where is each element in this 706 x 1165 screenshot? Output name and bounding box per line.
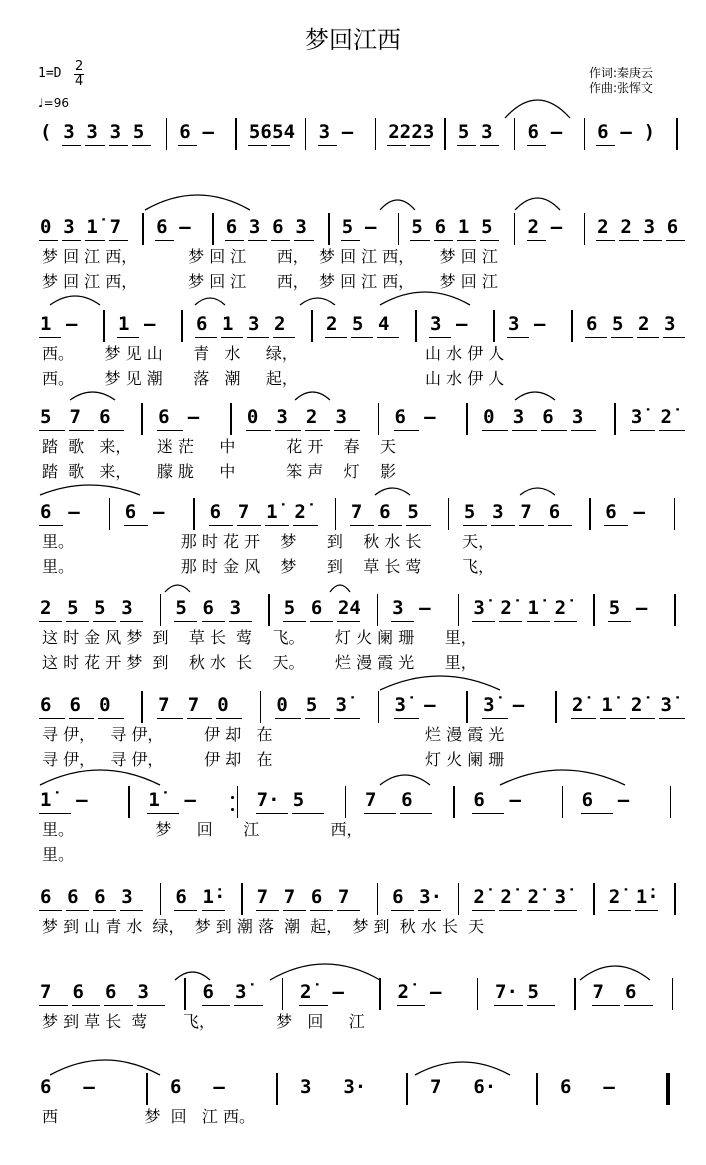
dash: –: [512, 694, 525, 716]
note: 1̇: [40, 789, 52, 811]
note: 7: [520, 501, 532, 523]
lyric-line-1: 这 时 金 风 梦 到 草 长 莺 飞。 灯 火 阑 珊 里，: [42, 628, 477, 647]
note: 6: [548, 501, 561, 523]
dash: –: [534, 313, 546, 335]
slur: [520, 488, 555, 495]
note: 5: [175, 597, 187, 619]
dash: –: [202, 121, 214, 143]
note: 6: [527, 121, 539, 143]
lyric-line-1: 踏 歌 来， 迷 茫 中 花 开 春 天: [42, 437, 397, 456]
note: 7: [69, 406, 81, 428]
note: 2̇: [554, 597, 567, 619]
note: 2̇: [397, 981, 409, 1003]
note: 2̇: [294, 501, 306, 523]
note: 1: [40, 313, 52, 335]
note: 5: [283, 597, 296, 619]
note: 7·: [495, 981, 518, 1003]
note: 6: [105, 981, 117, 1003]
note: 6·: [473, 1076, 497, 1098]
note: 3: [643, 216, 656, 238]
dash: –: [430, 981, 442, 1003]
slur: [270, 964, 380, 980]
note: 3̇: [660, 694, 672, 716]
note: 6: [196, 313, 208, 335]
note: 6: [666, 216, 679, 238]
note: 2: [620, 216, 632, 238]
note: 3̇: [554, 886, 567, 908]
key-signature: 1=D: [38, 66, 62, 81]
slur: [380, 775, 430, 785]
note: 5: [352, 313, 364, 335]
note: 6: [99, 406, 111, 428]
note: 6: [560, 1076, 572, 1098]
note: 6: [473, 789, 485, 811]
dash: –: [620, 121, 632, 143]
note: 6: [581, 789, 594, 811]
note: 6: [586, 313, 598, 335]
note: 6: [67, 886, 79, 908]
slur: [580, 966, 650, 980]
lyric-line-2: 梦 回 江 西， 梦 回 江 西， 梦 回 江 西， 梦 回 江: [42, 272, 498, 291]
note: 1̇: [148, 789, 160, 811]
dash: –: [365, 216, 377, 238]
note: 6: [40, 694, 52, 716]
lyric-line-1: 梦 到 山 青 水 绿， 梦 到 潮 落 潮 起， 梦 到 秋 水 长 天: [42, 917, 485, 936]
note: 5: [67, 597, 79, 619]
note: 6: [170, 1076, 182, 1098]
note: 5: [608, 597, 621, 619]
slur: [375, 488, 410, 495]
lyric-line-2: 里。: [42, 845, 75, 864]
note: 3: [430, 313, 442, 335]
dash: –: [550, 216, 563, 238]
note: 6: [156, 216, 168, 238]
note: 6: [310, 886, 323, 908]
note: 3: [63, 121, 75, 143]
time-denominator: 4: [75, 74, 84, 89]
note: 5: [407, 501, 419, 523]
note: 0: [99, 694, 111, 716]
note: 4: [378, 313, 390, 335]
lyric-line-1: 里。 那 时 花 开 梦 到 秋 水 长 天，: [42, 532, 495, 551]
note: 6: [225, 216, 238, 238]
note: 7: [256, 886, 269, 908]
slur: [295, 392, 330, 400]
note: 6: [401, 789, 413, 811]
note: 2: [527, 216, 539, 238]
lyric-line-2: 里。 那 时 金 风 梦 到 草 长 莺 飞，: [42, 557, 495, 576]
lyric-line-2: 西。 梦 见 潮 落 潮 起， 山 水 伊 人: [42, 369, 505, 388]
note: 2: [326, 313, 338, 335]
note: 6: [40, 1076, 52, 1098]
note: 3: [335, 406, 347, 428]
lyricist: 作词:秦庚云: [589, 66, 654, 80]
note: 1: [457, 216, 470, 238]
note: 0: [246, 406, 259, 428]
dash: –: [424, 406, 436, 428]
note: 2: [305, 406, 318, 428]
note: 6: [542, 406, 554, 428]
note: 5: [411, 216, 423, 238]
note: 5: [612, 313, 624, 335]
note: 3̇: [235, 981, 247, 1003]
note: 3: [512, 406, 525, 428]
lyric-line-1: 西 梦 回 江 西。: [42, 1107, 255, 1126]
note: 1̇·: [635, 886, 659, 908]
note: 1̇: [527, 597, 539, 619]
lyric-line-1: 寻 伊， 寻 伊， 伊 却 在 烂 漫 霞 光: [42, 725, 505, 744]
note: 6: [40, 501, 52, 523]
dash: –: [419, 597, 431, 619]
dash: –: [603, 1076, 615, 1098]
slur: [415, 1062, 510, 1075]
note: 1̇·: [202, 886, 226, 908]
note: 6: [394, 406, 406, 428]
note: 6: [272, 216, 284, 238]
note: 1̇: [86, 216, 98, 238]
note: 5: [292, 789, 305, 811]
note: 3: [248, 216, 261, 238]
note: 3: [664, 313, 676, 335]
note: 5: [40, 406, 52, 428]
slur: [505, 100, 570, 118]
dash: –: [68, 501, 80, 523]
note: 2̇: [527, 886, 539, 908]
note: 6: [69, 694, 81, 716]
note: 6: [40, 886, 52, 908]
note: 6: [202, 597, 214, 619]
dash: –: [187, 406, 200, 428]
note: 6: [179, 121, 191, 143]
note: 7: [283, 886, 296, 908]
note: 6: [392, 886, 404, 908]
slur: [300, 298, 335, 305]
note: 2̇: [630, 694, 643, 716]
note: 1: [222, 313, 234, 335]
note: 3: [481, 121, 493, 143]
note: 5: [527, 981, 539, 1003]
note: 3·: [419, 886, 443, 908]
composer: 作曲:张恽文: [589, 81, 654, 95]
note: 7: [350, 501, 363, 523]
dash: –: [341, 121, 354, 143]
note: 24: [337, 597, 361, 619]
slur: [380, 292, 470, 305]
slur: [380, 676, 500, 690]
note: 6: [202, 981, 214, 1003]
slur: [70, 392, 115, 400]
note: 22: [388, 121, 412, 143]
slur: [40, 770, 160, 785]
slur: [515, 392, 555, 400]
parenthesis: ): [643, 121, 656, 143]
note: 23: [411, 121, 435, 143]
parenthesis: (: [40, 121, 52, 143]
note: 6: [94, 886, 106, 908]
slur: [50, 296, 100, 305]
note: 7: [109, 216, 122, 238]
dash: –: [66, 313, 78, 335]
note: 7: [337, 886, 350, 908]
note: 1̇: [266, 501, 278, 523]
note: 6: [434, 216, 447, 238]
note: 3: [318, 121, 331, 143]
lyric-line-1: 西。 梦 见 山 青 水 绿， 山 水 伊 人: [42, 344, 505, 363]
slur: [175, 972, 210, 980]
dash: –: [76, 789, 88, 811]
note: 5: [305, 694, 318, 716]
slur: [145, 195, 250, 210]
song-title: 梦回江西: [305, 26, 401, 54]
note: 3: [571, 406, 584, 428]
note: 5: [94, 597, 106, 619]
dash: –: [184, 789, 196, 811]
note: 3: [229, 597, 242, 619]
note: 6: [158, 406, 170, 428]
dash: –: [144, 313, 156, 335]
note: 5: [481, 216, 493, 238]
note: 3: [295, 216, 307, 238]
note: 7: [158, 694, 170, 716]
note: 2̇: [300, 981, 312, 1003]
note: 5: [132, 121, 145, 143]
note: 1: [118, 313, 130, 335]
note: 6: [605, 501, 617, 523]
dash: –: [332, 981, 344, 1003]
note: 5: [457, 121, 470, 143]
note: 3: [508, 313, 520, 335]
note: 3: [121, 886, 133, 908]
note: 3: [63, 216, 75, 238]
dash: –: [153, 501, 165, 523]
dash: –: [424, 694, 436, 716]
note: 3: [276, 406, 288, 428]
note: 3·: [343, 1076, 367, 1098]
note: 2̇: [608, 886, 621, 908]
slur: [330, 585, 350, 592]
note: 0: [217, 694, 229, 716]
note: 6: [175, 886, 187, 908]
note: 2: [638, 313, 650, 335]
note: 0: [40, 216, 52, 238]
note: 5: [341, 216, 354, 238]
note: 3: [121, 597, 133, 619]
time-numerator: 2: [75, 59, 84, 74]
slur: [40, 485, 140, 495]
lyric-line-1: 里。 梦 回 江 西，: [42, 820, 363, 839]
note: 5: [463, 501, 476, 523]
note: 2: [274, 313, 286, 335]
note: 3̇: [483, 694, 495, 716]
note: 2: [40, 597, 52, 619]
lyric-line-2: 踏 歌 来， 朦 胧 中 笨 声 灯 影: [42, 462, 397, 481]
note: 7: [365, 789, 377, 811]
dash: –: [456, 313, 468, 335]
note: 0: [276, 694, 288, 716]
note: 3: [492, 501, 504, 523]
dash: –: [213, 1076, 225, 1098]
note: 1̇: [601, 694, 613, 716]
tempo-marking: ♩=96: [38, 96, 69, 110]
dash: –: [509, 789, 521, 811]
note: 3: [109, 121, 122, 143]
slur: [50, 1060, 160, 1075]
lyric-line-1: 梦 回 江 西， 梦 回 江 西， 梦 回 江 西， 梦 回 江: [42, 247, 498, 266]
lyric-line-1: 梦 到 草 长 莺 飞， 梦 回 江: [42, 1012, 365, 1031]
note: 2̇: [660, 406, 672, 428]
note: 6: [625, 981, 637, 1003]
dash: –: [179, 216, 191, 238]
note: 3̇: [473, 597, 485, 619]
note: 54: [272, 121, 296, 143]
lyric-line-2: 这 时 花 开 梦 到 秋 水 长 天。 烂 漫 霞 光 里，: [42, 653, 477, 672]
lyric-line-2: 寻 伊， 寻 伊， 伊 却 在 灯 火 阑 珊: [42, 750, 505, 769]
note: 3: [137, 981, 149, 1003]
note: 7·: [256, 789, 280, 811]
note: 2̇: [473, 886, 485, 908]
note: 6: [597, 121, 609, 143]
note: 3: [392, 597, 404, 619]
note: 2̇: [500, 886, 512, 908]
note: 7: [237, 501, 250, 523]
dash: –: [617, 789, 630, 811]
slur: [165, 585, 190, 592]
note: 7: [187, 694, 200, 716]
note: 3: [300, 1076, 312, 1098]
note: 7: [430, 1076, 442, 1098]
note: 3̇: [394, 694, 406, 716]
note: 7: [40, 981, 52, 1003]
dash: –: [83, 1076, 95, 1098]
note: 2̇: [571, 694, 584, 716]
note: 3: [86, 121, 98, 143]
note: 3̇: [630, 406, 643, 428]
dash: –: [635, 597, 648, 619]
note: 0: [483, 406, 495, 428]
note: 6: [310, 597, 323, 619]
dash: –: [550, 121, 563, 143]
note: 6: [379, 501, 391, 523]
dash: –: [633, 501, 645, 523]
note: 3̇: [335, 694, 347, 716]
note: 2̇: [500, 597, 512, 619]
note: 6: [209, 501, 222, 523]
note: 6: [124, 501, 137, 523]
slur: [380, 200, 415, 210]
note: 7: [592, 981, 604, 1003]
slur: [500, 770, 625, 785]
note: 6: [72, 981, 84, 1003]
slur: [195, 298, 225, 305]
note: 2: [597, 216, 609, 238]
slur: [515, 198, 560, 210]
note: 3: [248, 313, 260, 335]
note: 56: [248, 121, 272, 143]
